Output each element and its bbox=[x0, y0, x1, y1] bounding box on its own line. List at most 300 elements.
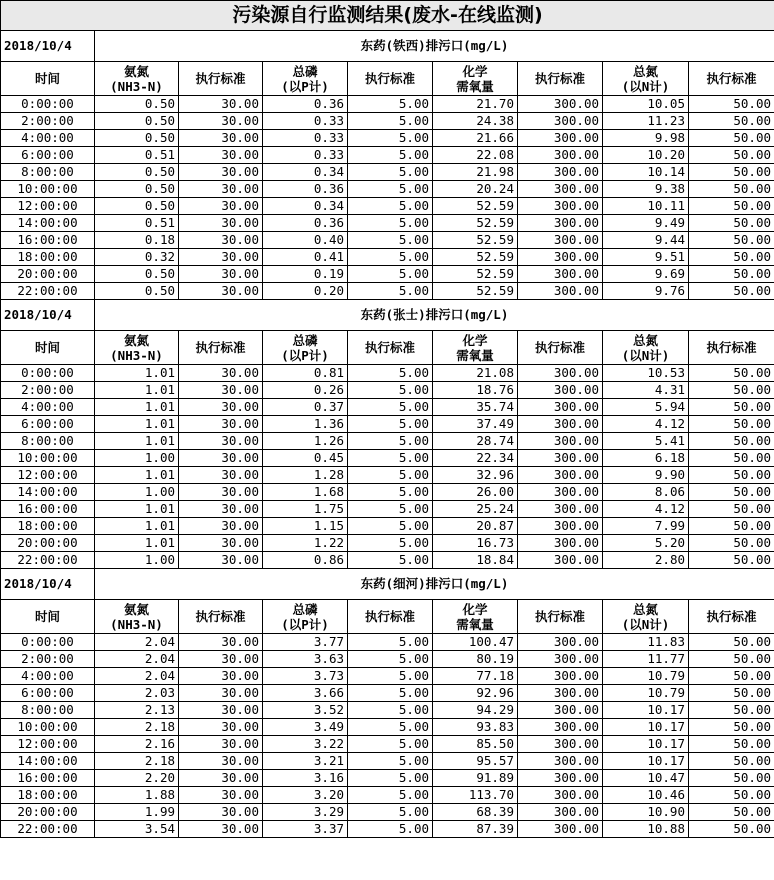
cell-ammonia-standard: 30.00 bbox=[179, 651, 263, 668]
cell-ammonia-standard: 30.00 bbox=[179, 283, 263, 300]
cell-nitrogen-standard: 50.00 bbox=[689, 484, 774, 501]
column-header-line1: 执行标准 bbox=[364, 71, 415, 86]
cell-nitrogen-standard: 50.00 bbox=[689, 736, 774, 753]
cell-total-phosphorus: 1.26 bbox=[263, 433, 348, 450]
cell-time: 0:00:00 bbox=[1, 96, 95, 113]
cell-phosphorus-standard: 5.00 bbox=[348, 736, 433, 753]
cell-total-phosphorus: 3.21 bbox=[263, 753, 348, 770]
cell-total-nitrogen: 9.90 bbox=[603, 467, 689, 484]
cell-phosphorus-standard: 5.00 bbox=[348, 382, 433, 399]
cell-ammonia-nitrogen: 1.01 bbox=[95, 382, 179, 399]
cell-ammonia-nitrogen: 0.32 bbox=[95, 249, 179, 266]
cell-total-nitrogen: 5.20 bbox=[603, 535, 689, 552]
cell-time: 22:00:00 bbox=[1, 821, 95, 838]
cell-phosphorus-standard: 5.00 bbox=[348, 249, 433, 266]
cell-cod: 20.24 bbox=[433, 181, 518, 198]
column-header-total-nitrogen bbox=[603, 62, 689, 96]
column-header-line1: 氨氮 bbox=[123, 601, 149, 617]
cell-total-phosphorus: 1.28 bbox=[263, 467, 348, 484]
cell-nitrogen-standard: 50.00 bbox=[689, 113, 774, 130]
cell-ammonia-standard: 30.00 bbox=[179, 467, 263, 484]
cell-ammonia-nitrogen: 2.03 bbox=[95, 685, 179, 702]
cell-time: 0:00:00 bbox=[1, 634, 95, 651]
cell-cod: 100.47 bbox=[433, 634, 518, 651]
cell-cod: 18.76 bbox=[433, 382, 518, 399]
cell-ammonia-standard: 30.00 bbox=[179, 266, 263, 283]
cell-ammonia-nitrogen: 1.00 bbox=[95, 552, 179, 569]
cell-phosphorus-standard: 5.00 bbox=[348, 96, 433, 113]
table-row bbox=[1, 266, 774, 283]
cell-ammonia-standard: 30.00 bbox=[179, 416, 263, 433]
column-header-line1: 总氮 bbox=[632, 601, 658, 617]
cell-total-nitrogen: 10.05 bbox=[603, 96, 689, 113]
cell-phosphorus-standard: 5.00 bbox=[348, 198, 433, 215]
table-row bbox=[1, 719, 774, 736]
cell-total-nitrogen: 11.77 bbox=[603, 651, 689, 668]
cell-cod: 80.19 bbox=[433, 651, 518, 668]
cell-cod: 32.96 bbox=[433, 467, 518, 484]
cell-cod: 21.70 bbox=[433, 96, 518, 113]
cell-ammonia-standard: 30.00 bbox=[179, 501, 263, 518]
column-header-line1: 化学 bbox=[462, 601, 488, 617]
cell-total-phosphorus: 3.37 bbox=[263, 821, 348, 838]
cell-cod: 77.18 bbox=[433, 668, 518, 685]
cell-cod-standard: 300.00 bbox=[518, 702, 603, 719]
cell-total-phosphorus: 3.49 bbox=[263, 719, 348, 736]
cell-time: 4:00:00 bbox=[1, 668, 95, 685]
cell-total-phosphorus: 1.75 bbox=[263, 501, 348, 518]
cell-nitrogen-standard: 50.00 bbox=[689, 450, 774, 467]
cell-total-nitrogen: 9.51 bbox=[603, 249, 689, 266]
cell-cod: 52.59 bbox=[433, 283, 518, 300]
cell-phosphorus-standard: 5.00 bbox=[348, 450, 433, 467]
cell-cod: 52.59 bbox=[433, 249, 518, 266]
column-header-line1: 总磷 bbox=[292, 332, 318, 348]
cell-phosphorus-standard: 5.00 bbox=[348, 130, 433, 147]
cell-ammonia-nitrogen: 0.50 bbox=[95, 198, 179, 215]
cell-phosphorus-standard: 5.00 bbox=[348, 266, 433, 283]
cell-ammonia-standard: 30.00 bbox=[179, 96, 263, 113]
cell-cod-standard: 300.00 bbox=[518, 821, 603, 838]
column-header-cod-standard bbox=[518, 600, 603, 634]
cell-total-nitrogen: 10.79 bbox=[603, 668, 689, 685]
cell-time: 8:00:00 bbox=[1, 164, 95, 181]
cell-cod-standard: 300.00 bbox=[518, 416, 603, 433]
column-header-ammonia-nitrogen bbox=[95, 62, 179, 96]
cell-ammonia-standard: 30.00 bbox=[179, 702, 263, 719]
cell-phosphorus-standard: 5.00 bbox=[348, 787, 433, 804]
column-header-total-phosphorus bbox=[263, 331, 348, 365]
cell-ammonia-nitrogen: 2.04 bbox=[95, 668, 179, 685]
cell-time: 6:00:00 bbox=[1, 685, 95, 702]
column-header-line1: 执行标准 bbox=[706, 340, 757, 355]
cell-phosphorus-standard: 5.00 bbox=[348, 215, 433, 232]
cell-phosphorus-standard: 5.00 bbox=[348, 518, 433, 535]
cell-total-nitrogen: 6.18 bbox=[603, 450, 689, 467]
cell-time: 20:00:00 bbox=[1, 804, 95, 821]
table-row bbox=[1, 416, 774, 433]
cell-ammonia-standard: 30.00 bbox=[179, 685, 263, 702]
column-header-line2: 需氧量 bbox=[456, 347, 494, 363]
cell-total-phosphorus: 3.16 bbox=[263, 770, 348, 787]
cell-cod-standard: 300.00 bbox=[518, 181, 603, 198]
cell-time: 10:00:00 bbox=[1, 450, 95, 467]
column-header-time bbox=[1, 62, 95, 96]
column-header-phosphorus-standard bbox=[348, 331, 433, 365]
column-header-ammonia-nitrogen bbox=[95, 331, 179, 365]
cell-total-phosphorus: 0.41 bbox=[263, 249, 348, 266]
column-header-line1: 总氮 bbox=[632, 332, 658, 348]
cell-ammonia-standard: 30.00 bbox=[179, 365, 263, 382]
cell-phosphorus-standard: 5.00 bbox=[348, 685, 433, 702]
cell-ammonia-standard: 30.00 bbox=[179, 770, 263, 787]
cell-ammonia-nitrogen: 0.50 bbox=[95, 96, 179, 113]
cell-phosphorus-standard: 5.00 bbox=[348, 651, 433, 668]
cell-time: 0:00:00 bbox=[1, 365, 95, 382]
cell-cod: 22.08 bbox=[433, 147, 518, 164]
cell-time: 2:00:00 bbox=[1, 113, 95, 130]
cell-time: 16:00:00 bbox=[1, 232, 95, 249]
table-row bbox=[1, 821, 774, 838]
cell-time: 18:00:00 bbox=[1, 518, 95, 535]
section-date: 2018/10/4 bbox=[1, 31, 95, 62]
cell-cod-standard: 300.00 bbox=[518, 668, 603, 685]
column-header-nitrogen-standard bbox=[689, 600, 774, 634]
cell-total-nitrogen: 4.12 bbox=[603, 501, 689, 518]
cell-ammonia-nitrogen: 0.50 bbox=[95, 113, 179, 130]
column-header-line2: (NH3-N) bbox=[110, 616, 163, 632]
cell-total-phosphorus: 0.34 bbox=[263, 198, 348, 215]
section-date: 2018/10/4 bbox=[1, 300, 95, 331]
table-row bbox=[1, 198, 774, 215]
column-header-cod-standard bbox=[518, 62, 603, 96]
table-row bbox=[1, 518, 774, 535]
cell-cod-standard: 300.00 bbox=[518, 685, 603, 702]
cell-total-nitrogen: 10.47 bbox=[603, 770, 689, 787]
table-row bbox=[1, 634, 774, 651]
cell-phosphorus-standard: 5.00 bbox=[348, 181, 433, 198]
column-header-cod bbox=[433, 600, 518, 634]
cell-nitrogen-standard: 50.00 bbox=[689, 770, 774, 787]
cell-total-nitrogen: 9.69 bbox=[603, 266, 689, 283]
cell-ammonia-nitrogen: 2.18 bbox=[95, 719, 179, 736]
section-outlet-title: 东药(铁西)排污口(mg/L) bbox=[95, 31, 774, 62]
table-row bbox=[1, 283, 774, 300]
cell-total-nitrogen: 4.31 bbox=[603, 382, 689, 399]
cell-cod: 91.89 bbox=[433, 770, 518, 787]
cell-total-nitrogen: 4.12 bbox=[603, 416, 689, 433]
cell-time: 22:00:00 bbox=[1, 283, 95, 300]
cell-total-phosphorus: 0.86 bbox=[263, 552, 348, 569]
cell-cod: 92.96 bbox=[433, 685, 518, 702]
cell-time: 12:00:00 bbox=[1, 198, 95, 215]
column-header-line2: (以N计) bbox=[621, 78, 670, 94]
cell-total-nitrogen: 10.90 bbox=[603, 804, 689, 821]
cell-ammonia-nitrogen: 0.50 bbox=[95, 266, 179, 283]
cell-nitrogen-standard: 50.00 bbox=[689, 130, 774, 147]
cell-time: 14:00:00 bbox=[1, 753, 95, 770]
cell-cod: 85.50 bbox=[433, 736, 518, 753]
cell-ammonia-standard: 30.00 bbox=[179, 535, 263, 552]
cell-ammonia-standard: 30.00 bbox=[179, 198, 263, 215]
cell-total-phosphorus: 3.63 bbox=[263, 651, 348, 668]
cell-cod-standard: 300.00 bbox=[518, 804, 603, 821]
cell-time: 22:00:00 bbox=[1, 552, 95, 569]
cell-nitrogen-standard: 50.00 bbox=[689, 232, 774, 249]
table-row bbox=[1, 651, 774, 668]
column-header-row bbox=[1, 600, 774, 634]
cell-ammonia-nitrogen: 1.01 bbox=[95, 518, 179, 535]
cell-cod: 18.84 bbox=[433, 552, 518, 569]
cell-cod: 21.66 bbox=[433, 130, 518, 147]
cell-total-phosphorus: 0.36 bbox=[263, 96, 348, 113]
cell-phosphorus-standard: 5.00 bbox=[348, 634, 433, 651]
cell-cod-standard: 300.00 bbox=[518, 736, 603, 753]
cell-phosphorus-standard: 5.00 bbox=[348, 770, 433, 787]
cell-time: 8:00:00 bbox=[1, 433, 95, 450]
cell-phosphorus-standard: 5.00 bbox=[348, 484, 433, 501]
cell-time: 2:00:00 bbox=[1, 382, 95, 399]
cell-cod: 21.98 bbox=[433, 164, 518, 181]
table-row bbox=[1, 467, 774, 484]
column-header-line1: 总磷 bbox=[292, 63, 318, 79]
cell-total-nitrogen: 10.79 bbox=[603, 685, 689, 702]
cell-ammonia-standard: 30.00 bbox=[179, 753, 263, 770]
cell-total-nitrogen: 7.99 bbox=[603, 518, 689, 535]
cell-ammonia-nitrogen: 2.18 bbox=[95, 753, 179, 770]
cell-ammonia-standard: 30.00 bbox=[179, 787, 263, 804]
cell-cod-standard: 300.00 bbox=[518, 518, 603, 535]
cell-cod-standard: 300.00 bbox=[518, 552, 603, 569]
column-header-row bbox=[1, 62, 774, 96]
cell-cod: 94.29 bbox=[433, 702, 518, 719]
cell-cod: 24.38 bbox=[433, 113, 518, 130]
cell-phosphorus-standard: 5.00 bbox=[348, 433, 433, 450]
cell-nitrogen-standard: 50.00 bbox=[689, 198, 774, 215]
cell-ammonia-standard: 30.00 bbox=[179, 147, 263, 164]
cell-total-nitrogen: 10.88 bbox=[603, 821, 689, 838]
cell-cod-standard: 300.00 bbox=[518, 719, 603, 736]
cell-ammonia-standard: 30.00 bbox=[179, 164, 263, 181]
cell-cod: 52.59 bbox=[433, 266, 518, 283]
column-header-cod bbox=[433, 331, 518, 365]
cell-nitrogen-standard: 50.00 bbox=[689, 535, 774, 552]
cell-total-phosphorus: 0.36 bbox=[263, 181, 348, 198]
cell-ammonia-standard: 30.00 bbox=[179, 181, 263, 198]
column-header-line1: 执行标准 bbox=[195, 340, 246, 355]
cell-nitrogen-standard: 50.00 bbox=[689, 702, 774, 719]
section-header-row bbox=[1, 31, 774, 62]
cell-ammonia-nitrogen: 1.01 bbox=[95, 535, 179, 552]
cell-cod-standard: 300.00 bbox=[518, 164, 603, 181]
cell-cod: 20.87 bbox=[433, 518, 518, 535]
cell-cod-standard: 300.00 bbox=[518, 651, 603, 668]
table-row bbox=[1, 382, 774, 399]
cell-total-phosphorus: 0.81 bbox=[263, 365, 348, 382]
cell-ammonia-standard: 30.00 bbox=[179, 113, 263, 130]
cell-nitrogen-standard: 50.00 bbox=[689, 821, 774, 838]
cell-ammonia-nitrogen: 3.54 bbox=[95, 821, 179, 838]
cell-total-nitrogen: 9.76 bbox=[603, 283, 689, 300]
section-date: 2018/10/4 bbox=[1, 569, 95, 600]
cell-cod-standard: 300.00 bbox=[518, 467, 603, 484]
cell-ammonia-nitrogen: 0.50 bbox=[95, 181, 179, 198]
cell-cod-standard: 300.00 bbox=[518, 96, 603, 113]
cell-total-phosphorus: 3.66 bbox=[263, 685, 348, 702]
cell-cod: 26.00 bbox=[433, 484, 518, 501]
cell-ammonia-nitrogen: 2.04 bbox=[95, 651, 179, 668]
cell-cod-standard: 300.00 bbox=[518, 501, 603, 518]
table-row bbox=[1, 113, 774, 130]
cell-phosphorus-standard: 5.00 bbox=[348, 164, 433, 181]
section-header-row bbox=[1, 300, 774, 331]
column-header-line1: 执行标准 bbox=[534, 609, 585, 624]
cell-ammonia-nitrogen: 1.00 bbox=[95, 484, 179, 501]
cell-time: 12:00:00 bbox=[1, 736, 95, 753]
cell-cod-standard: 300.00 bbox=[518, 113, 603, 130]
cell-cod: 93.83 bbox=[433, 719, 518, 736]
cell-ammonia-nitrogen: 1.01 bbox=[95, 433, 179, 450]
cell-cod: 16.73 bbox=[433, 535, 518, 552]
cell-cod: 52.59 bbox=[433, 198, 518, 215]
column-header-ammonia-standard bbox=[179, 600, 263, 634]
cell-total-phosphorus: 0.40 bbox=[263, 232, 348, 249]
cell-total-nitrogen: 9.44 bbox=[603, 232, 689, 249]
cell-cod: 22.34 bbox=[433, 450, 518, 467]
column-header-total-phosphorus bbox=[263, 62, 348, 96]
cell-time: 18:00:00 bbox=[1, 249, 95, 266]
cell-total-phosphorus: 0.33 bbox=[263, 147, 348, 164]
cell-total-nitrogen: 10.46 bbox=[603, 787, 689, 804]
cell-nitrogen-standard: 50.00 bbox=[689, 804, 774, 821]
cell-total-phosphorus: 0.33 bbox=[263, 113, 348, 130]
cell-nitrogen-standard: 50.00 bbox=[689, 266, 774, 283]
column-header-phosphorus-standard bbox=[348, 62, 433, 96]
cell-nitrogen-standard: 50.00 bbox=[689, 634, 774, 651]
table-row bbox=[1, 130, 774, 147]
cell-phosphorus-standard: 5.00 bbox=[348, 467, 433, 484]
cell-phosphorus-standard: 5.00 bbox=[348, 416, 433, 433]
cell-ammonia-standard: 30.00 bbox=[179, 804, 263, 821]
column-header-line1: 执行标准 bbox=[364, 340, 415, 355]
cell-total-nitrogen: 10.17 bbox=[603, 736, 689, 753]
table-row bbox=[1, 215, 774, 232]
cell-cod-standard: 300.00 bbox=[518, 484, 603, 501]
cell-time: 20:00:00 bbox=[1, 535, 95, 552]
cell-total-phosphorus: 0.33 bbox=[263, 130, 348, 147]
cell-ammonia-standard: 30.00 bbox=[179, 232, 263, 249]
column-header-time bbox=[1, 600, 95, 634]
column-header-ammonia-nitrogen bbox=[95, 600, 179, 634]
cell-cod: 21.08 bbox=[433, 365, 518, 382]
cell-time: 20:00:00 bbox=[1, 266, 95, 283]
column-header-line2: (NH3-N) bbox=[110, 78, 163, 94]
cell-time: 6:00:00 bbox=[1, 416, 95, 433]
cell-time: 16:00:00 bbox=[1, 770, 95, 787]
cell-ammonia-standard: 30.00 bbox=[179, 450, 263, 467]
column-header-line2: (以N计) bbox=[621, 616, 670, 632]
cell-total-phosphorus: 0.34 bbox=[263, 164, 348, 181]
cell-nitrogen-standard: 50.00 bbox=[689, 552, 774, 569]
cell-phosphorus-standard: 5.00 bbox=[348, 702, 433, 719]
table-row bbox=[1, 770, 774, 787]
cell-ammonia-standard: 30.00 bbox=[179, 518, 263, 535]
cell-ammonia-standard: 30.00 bbox=[179, 719, 263, 736]
cell-ammonia-nitrogen: 1.01 bbox=[95, 416, 179, 433]
table-row bbox=[1, 399, 774, 416]
cell-phosphorus-standard: 5.00 bbox=[348, 501, 433, 518]
cell-ammonia-nitrogen: 2.04 bbox=[95, 634, 179, 651]
cell-cod-standard: 300.00 bbox=[518, 787, 603, 804]
column-header-ammonia-standard bbox=[179, 62, 263, 96]
cell-cod-standard: 300.00 bbox=[518, 433, 603, 450]
cell-ammonia-standard: 30.00 bbox=[179, 382, 263, 399]
cell-total-phosphorus: 3.73 bbox=[263, 668, 348, 685]
column-header-line1: 执行标准 bbox=[195, 609, 246, 624]
cell-ammonia-nitrogen: 0.50 bbox=[95, 130, 179, 147]
table-row bbox=[1, 753, 774, 770]
section-header-row bbox=[1, 569, 774, 600]
cell-cod-standard: 300.00 bbox=[518, 365, 603, 382]
column-header-line1: 执行标准 bbox=[195, 71, 246, 86]
column-header-line2: (以P计) bbox=[281, 78, 329, 94]
cell-total-phosphorus: 1.22 bbox=[263, 535, 348, 552]
cell-cod-standard: 300.00 bbox=[518, 283, 603, 300]
column-header-line1: 氨氮 bbox=[123, 332, 149, 348]
column-header-line1: 化学 bbox=[462, 63, 488, 79]
report-title: 污染源自行监测结果(废水-在线监测) bbox=[1, 1, 774, 31]
cell-cod-standard: 300.00 bbox=[518, 770, 603, 787]
cell-cod: 87.39 bbox=[433, 821, 518, 838]
column-header-ammonia-standard bbox=[179, 331, 263, 365]
cell-total-phosphorus: 1.15 bbox=[263, 518, 348, 535]
cell-cod-standard: 300.00 bbox=[518, 130, 603, 147]
table-row bbox=[1, 147, 774, 164]
cell-nitrogen-standard: 50.00 bbox=[689, 787, 774, 804]
cell-ammonia-standard: 30.00 bbox=[179, 399, 263, 416]
cell-time: 16:00:00 bbox=[1, 501, 95, 518]
cell-nitrogen-standard: 50.00 bbox=[689, 467, 774, 484]
column-header-line2: 需氧量 bbox=[456, 78, 494, 94]
table-row bbox=[1, 181, 774, 198]
cell-nitrogen-standard: 50.00 bbox=[689, 685, 774, 702]
cell-nitrogen-standard: 50.00 bbox=[689, 283, 774, 300]
cell-total-nitrogen: 11.23 bbox=[603, 113, 689, 130]
cell-cod-standard: 300.00 bbox=[518, 198, 603, 215]
cell-ammonia-nitrogen: 0.50 bbox=[95, 164, 179, 181]
cell-nitrogen-standard: 50.00 bbox=[689, 719, 774, 736]
cell-nitrogen-standard: 50.00 bbox=[689, 753, 774, 770]
cell-ammonia-nitrogen: 2.20 bbox=[95, 770, 179, 787]
cell-cod-standard: 300.00 bbox=[518, 382, 603, 399]
cell-phosphorus-standard: 5.00 bbox=[348, 232, 433, 249]
cell-phosphorus-standard: 5.00 bbox=[348, 753, 433, 770]
table-row bbox=[1, 787, 774, 804]
cell-nitrogen-standard: 50.00 bbox=[689, 382, 774, 399]
cell-cod-standard: 300.00 bbox=[518, 215, 603, 232]
cell-time: 8:00:00 bbox=[1, 702, 95, 719]
cell-ammonia-standard: 30.00 bbox=[179, 215, 263, 232]
cell-nitrogen-standard: 50.00 bbox=[689, 164, 774, 181]
cell-cod-standard: 300.00 bbox=[518, 450, 603, 467]
table-row bbox=[1, 552, 774, 569]
column-header-nitrogen-standard bbox=[689, 331, 774, 365]
cell-phosphorus-standard: 5.00 bbox=[348, 804, 433, 821]
cell-ammonia-nitrogen: 1.01 bbox=[95, 467, 179, 484]
column-header-total-nitrogen bbox=[603, 331, 689, 365]
table-row bbox=[1, 702, 774, 719]
column-header-line2: (NH3-N) bbox=[110, 347, 163, 363]
